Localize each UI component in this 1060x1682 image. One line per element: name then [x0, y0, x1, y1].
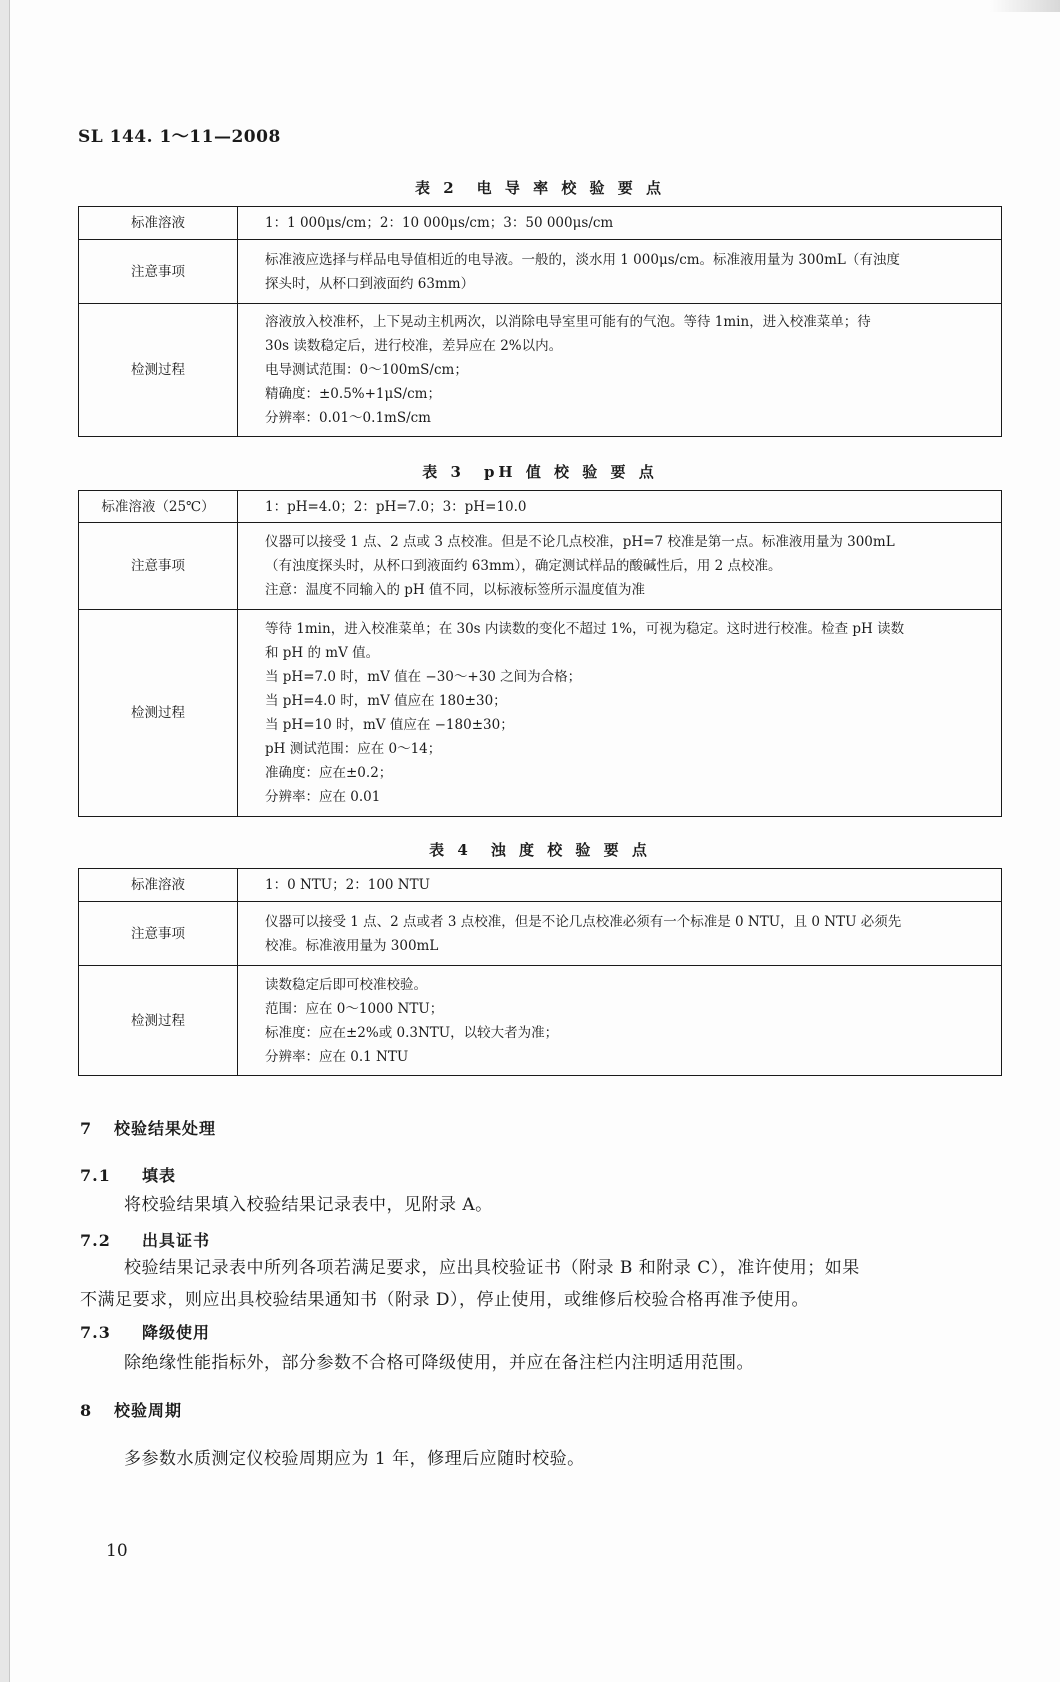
section-number: 7.3: [80, 1323, 111, 1342]
text-line: 注意：温度不同输入的 pH 值不同，以标液标签所示温度值为准: [265, 582, 645, 598]
page-number: 10: [106, 1541, 128, 1561]
text-line: 当 pH=10 时，mV 值应在 −180±30；: [265, 717, 514, 733]
text-line: 读数稳定后即可校准校验。: [265, 976, 427, 993]
text-line: 准确度：应在±0.2；: [265, 765, 393, 781]
section-7-heading: [80, 1116, 216, 1139]
section-8-heading: [80, 1398, 182, 1421]
table4-value-notes: [238, 902, 1002, 966]
table4-value-procedure: [238, 966, 1002, 1076]
table2-title: 表 2 电 导 率 校 验 要 点: [415, 179, 665, 197]
table4-title: 表 4 浊 度 校 验 要 点: [429, 841, 651, 859]
text-line: 标准液应选择与样品电导值相近的电导液。一般的，淡水用 1 000μs/cm。标准液用量为 300mL（有浊度: [265, 251, 900, 268]
table3-value-procedure: [238, 610, 1002, 817]
page-corner-shade: [990, 0, 1060, 12]
section-number: 7: [80, 1119, 93, 1138]
text-line: 1：0 NTU；2：100 NTU: [265, 877, 431, 893]
text-line: 探头时，从杯口到液面约 63mm）: [265, 275, 475, 292]
text-line: 分辨率：0.01～0.1mS/cm: [265, 410, 431, 426]
paragraph-line: 不满足要求，则应出具校验结果通知书（附录 D），停止使用，或维修后校验合格再准予使用。: [80, 1290, 810, 1310]
section-7-1-text: [80, 1189, 1002, 1221]
table4-key-notes: 注意事项: [79, 902, 238, 966]
table2-row-solution: [79, 207, 1002, 240]
section-7-1-heading: [80, 1163, 176, 1186]
text-line: 电导测试范围：0～100mS/cm；: [265, 362, 468, 378]
table3-key-notes: 注意事项: [79, 523, 238, 610]
section-number: 7.2: [80, 1231, 111, 1250]
table3-row-notes: [79, 523, 1002, 610]
paragraph-line: 除绝缘性能指标外，部分参数不合格可降级使用，并应在备注栏内注明适用范围。: [124, 1353, 754, 1373]
table4-value-solution: [238, 869, 1002, 902]
page-left-edge: [0, 0, 9, 1682]
table3-row-solution: [79, 491, 1002, 523]
text-line: pH 测试范围：应在 0～14；: [265, 741, 442, 757]
text-line: 标准度：应在±2%或 0.3NTU，以较大者为准；: [265, 1024, 559, 1041]
section-7-2-text: [80, 1252, 1002, 1316]
section-number: 7.1: [80, 1166, 111, 1185]
section-title: 校验结果处理: [114, 1119, 217, 1138]
table4-key-procedure: 检测过程: [79, 966, 238, 1076]
table4: [78, 868, 1002, 1076]
table2-value-notes: [238, 240, 1002, 304]
table2-row-procedure: [79, 304, 1002, 437]
text-line: 1：1 000μs/cm；2：10 000μs/cm；3：50 000μs/cm: [265, 215, 614, 231]
text-line: 分辨率：应在 0.01: [265, 789, 381, 805]
table3: [78, 490, 1002, 817]
section-title: 降级使用: [142, 1323, 211, 1342]
text-line: 分辨率：应在 0.1 NTU: [265, 1048, 409, 1065]
text-line: 1：pH=4.0；2：pH=7.0；3：pH=10.0: [265, 498, 527, 515]
text-line: 范围：应在 0～1000 NTU；: [265, 1000, 444, 1017]
paragraph-line: 校验结果记录表中所列各项若满足要求，应出具校验证书（附录 B 和附录 C），准许使用；如果: [124, 1258, 860, 1278]
table4-row-procedure: [79, 966, 1002, 1076]
section-title: 填表: [142, 1166, 177, 1185]
table2-key-notes: 注意事项: [79, 240, 238, 304]
table3-value-notes: [238, 523, 1002, 610]
page-left-border: [9, 0, 10, 1682]
text-line: 精确度：±0.5%+1μS/cm；: [265, 386, 441, 402]
text-line: 校准。标准液用量为 300mL: [265, 937, 439, 954]
table3-value-solution: [238, 491, 1002, 523]
table4-row-solution: [79, 869, 1002, 902]
section-title: 校验周期: [114, 1401, 183, 1420]
table3-key-procedure: 检测过程: [79, 610, 238, 817]
table2-key-solution: 标准溶液: [79, 207, 238, 240]
paragraph-line: 将校验结果填入校验结果记录表中，见附录 A。: [124, 1195, 493, 1215]
table4-key-solution: 标准溶液: [79, 869, 238, 902]
section-8-text: [80, 1443, 1002, 1475]
text-line: 仪器可以接受 1 点、2 点或者 3 点校准，但是不论几点校准必须有一个标准是 0 NTU，且 0 NTU 必须先: [265, 913, 902, 930]
text-line: 溶液放入校准杯，上下晃动主机两次，以消除电导室里可能有的气泡。等待 1min，进入校准菜单；待: [265, 314, 871, 330]
table3-title: 表 3 pH 值 校 验 要 点: [422, 463, 658, 481]
section-title: 出具证书: [142, 1231, 211, 1250]
standard-code: SL 144. 1～11—2008: [78, 127, 281, 147]
table2-row-notes: [79, 240, 1002, 304]
text-line: 当 pH=7.0 时，mV 值在 −30～+30 之间为合格；: [265, 669, 582, 685]
table4-row-notes: [79, 902, 1002, 966]
table3-key-solution: 标准溶液（25℃）: [79, 491, 238, 523]
text-line: 和 pH 的 mV 值。: [265, 645, 380, 661]
section-number: 8: [80, 1401, 93, 1420]
table2: [78, 206, 1002, 437]
text-line: 当 pH=4.0 时，mV 值应在 180±30；: [265, 693, 507, 709]
table2-value-procedure: [238, 304, 1002, 437]
table2-key-procedure: 检测过程: [79, 304, 238, 437]
text-line: 等待 1min，进入校准菜单；在 30s 内读数的变化不超过 1%，可视为稳定。这时进行校准。检查 pH 读数: [265, 621, 905, 637]
table2-value-solution: [238, 207, 1002, 240]
text-line: 仪器可以接受 1 点、2 点或 3 点校准。但是不论几点校准，pH=7 校准是第一点。标准液用量为 300mL: [265, 534, 895, 550]
text-line: （有浊度探头时，从杯口到液面约 63mm），确定测试样品的酸碱性后，用 2 点校准。: [265, 558, 782, 574]
table3-row-procedure: [79, 610, 1002, 817]
text-line: 30s 读数稳定后，进行校准，差异应在 2%以内。: [265, 338, 563, 354]
section-7-2-heading: [80, 1228, 210, 1251]
paragraph-line: 多参数水质测定仪校验周期应为 1 年，修理后应随时校验。: [124, 1449, 585, 1469]
section-7-3-heading: [80, 1320, 210, 1343]
section-7-3-text: [80, 1347, 1002, 1379]
